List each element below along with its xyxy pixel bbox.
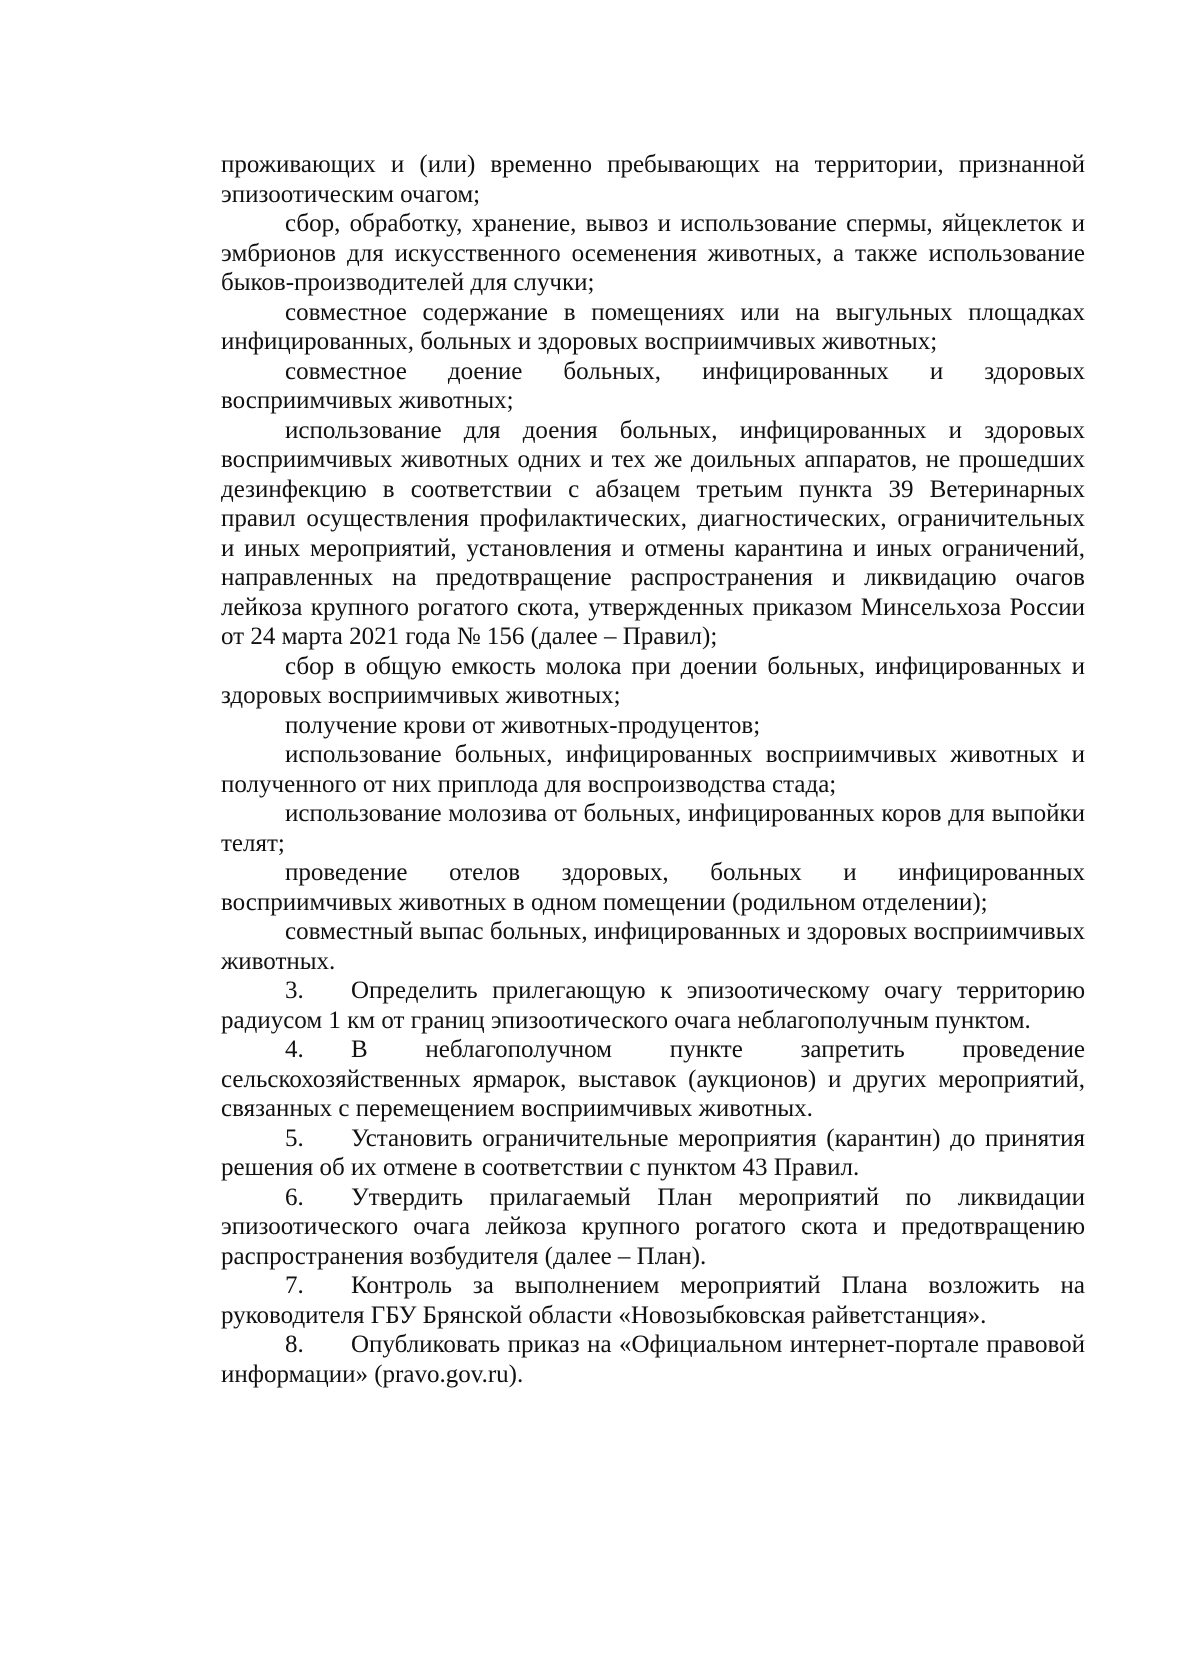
paragraph-item: проведение отелов здоровых, больных и инфицированных восприимчивых животных в одном помещении (родильном отделении); <box>221 859 1085 916</box>
clause-text: Определить прилегающую к эпизоотическому очагу территорию радиусом 1 км от границ эпизоотического очага неблагополучным пунктом. <box>221 977 1085 1034</box>
numbered-clause-5 <box>221 1124 1085 1183</box>
paragraph-item: совместный выпас больных, инфицированных и здоровых восприимчивых животных. <box>221 918 1085 975</box>
clause-number: 6. <box>285 1183 304 1211</box>
numbered-clause-4 <box>221 1035 1085 1124</box>
paragraph-item: сбор в общую емкость молока при доении больных, инфицированных и здоровых восприимчивых животных; <box>221 652 1085 709</box>
paragraph-item: получение крови от животных-продуцентов; <box>285 711 761 739</box>
clause-text: Опубликовать приказ на «Официальном интернет-портале правовой информации» (pravo.gov.ru). <box>221 1331 1085 1388</box>
clause-text: Контроль за выполнением мероприятий Плана возложить на руководителя ГБУ Брянской области «Новозыбковская райветстанция». <box>221 1272 1085 1329</box>
numbered-clause-7 <box>221 1271 1085 1330</box>
clause-text: Утвердить прилагаемый План мероприятий по ликвидации эпизоотического очага лейкоза крупного рогатого скота и предотвращению распространения возбудителя (далее – План). <box>221 1183 1085 1270</box>
paragraph-item: использование больных, инфицированных восприимчивых животных и полученного от них приплода для воспроизводства стада; <box>221 741 1085 798</box>
numbered-clause-6 <box>221 1183 1085 1272</box>
paragraph-continuation: проживающих и (или) временно пребывающих на территории, признанной эпизоотическим очагом; <box>221 151 1085 208</box>
clause-number: 7. <box>285 1272 304 1299</box>
clause-text: В неблагополучном пункте запретить проведение сельскохозяйственных ярмарок, выставок (аукционов) и других мероприятий, связанных с перемещением восприимчивых животных. <box>221 1036 1085 1122</box>
paragraph-item: использование молозива от больных, инфицированных коров для выпойки телят; <box>221 800 1085 857</box>
clause-text: Установить ограничительные мероприятия (карантин) до принятия решения об их отмене в соответствии с пунктом 43 Правил. <box>221 1124 1085 1181</box>
paragraph-item: совместное содержание в помещениях или на выгульных площадках инфицированных, больных и здоровых восприимчивых животных; <box>221 298 1085 355</box>
document-body <box>221 150 1085 1389</box>
paragraph-item: совместное доение больных, инфицированных и здоровых восприимчивых животных; <box>221 357 1085 414</box>
numbered-clause-8 <box>221 1330 1085 1389</box>
numbered-clause-3 <box>221 976 1085 1035</box>
clause-number: 8. <box>285 1331 304 1358</box>
paragraph-item: сбор, обработку, хранение, вывоз и использование спермы, яйцеклеток и эмбрионов для искусственного осеменения животных, а также использование быков-производителей для случки; <box>221 210 1085 296</box>
clause-number: 4. <box>285 1036 304 1063</box>
clause-number: 3. <box>285 977 304 1004</box>
paragraph-item: использование для доения больных, инфицированных и здоровых восприимчивых животных одних и тех же доильных аппаратов, не прошедших дезинфекцию в соответствии с абзацем третьим пункта 39 Ветеринарных правил осуществления профилактических, диагностических, ограничительных и иных мероприятий, установления и отмены карантина и иных ограничений, направленных на предотвращение распространения и ликвидацию очагов лейкоза крупного рогатого скота, утвержденных приказом Минсельхоза России от 24 марта 2021 года № 156 (далее – Правил); <box>221 416 1085 650</box>
clause-number: 5. <box>285 1124 304 1152</box>
